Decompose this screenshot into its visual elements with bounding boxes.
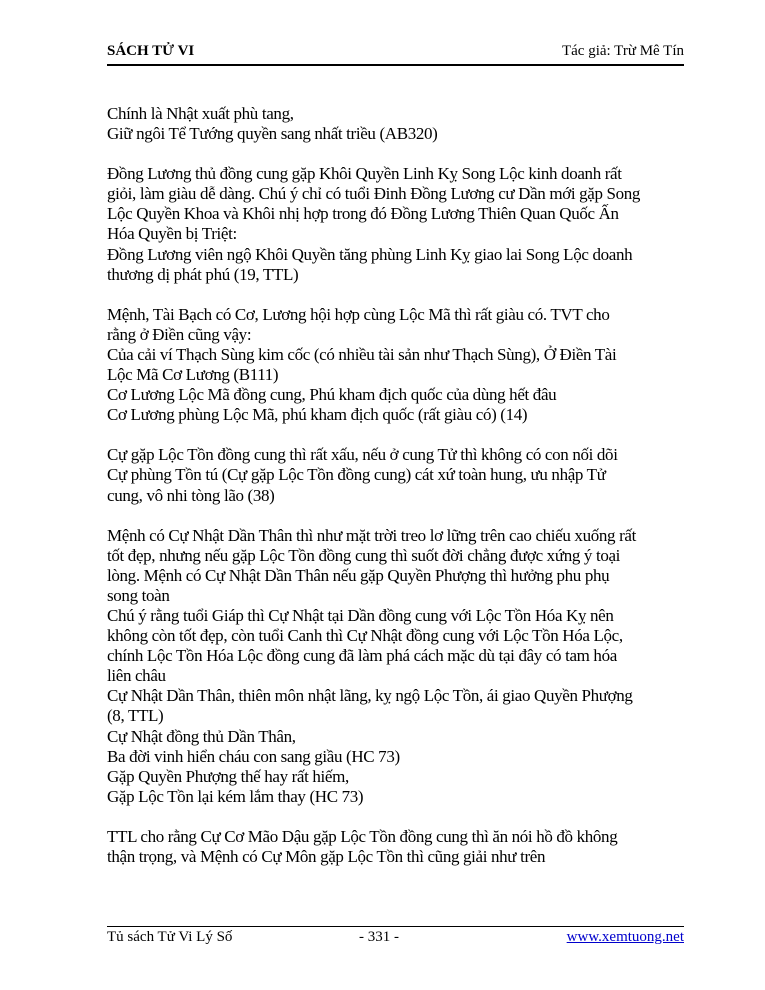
text-line: tốt đẹp, nhưng nếu gặp Lộc Tồn đồng cung thì suốt đời chẳng được xứng ý toại xyxy=(107,545,621,565)
author-credit: Tác giả: Trừ Mê Tín xyxy=(561,43,684,59)
text-line: lòng. Mệnh có Cự Nhật Dần Thân nếu gặp Quyền Phượng thì hưởng phu phụ xyxy=(107,565,610,585)
text-line: Đồng Lương thủ đồng cung gặp Khôi Quyền Linh Kỵ Song Lộc kinh doanh rất xyxy=(107,164,622,184)
text-line: Chính là Nhật xuất phù tang, xyxy=(107,104,294,123)
book-title: SÁCH TỬ VI xyxy=(107,43,195,59)
text-line: Cự Nhật đồng thủ Dần Thân, xyxy=(107,726,296,746)
text-line: giỏi, làm giàu dễ dàng. Chú ý chỉ có tuổi Đinh Đồng Lương cư Dần mới gặp Song xyxy=(107,184,641,204)
text-line: Gặp Lộc Tồn lại kém lắm thay (HC 73) xyxy=(107,786,364,806)
paragraph xyxy=(107,305,687,426)
page-body xyxy=(107,104,687,887)
website-link[interactable]: www.xemtuong.net xyxy=(566,929,684,945)
text-line: cung, vô nhi tòng lão (38) xyxy=(107,485,275,505)
text-line: Cự Nhật Dần Thân, thiên môn nhật lãng, kỵ ngộ Lộc Tồn, ái giao Quyền Phượng xyxy=(107,686,633,706)
footer-series: Tủ sách Tử Vi Lý Số xyxy=(107,929,233,945)
text-line: Hóa Quyền bị Triệt: xyxy=(107,224,237,244)
text-line: thương dị phát phú (19, TTL) xyxy=(107,264,299,284)
text-line: liên châu xyxy=(107,666,166,686)
paragraph xyxy=(107,164,687,285)
header-divider xyxy=(107,64,684,66)
text-line: Giữ ngôi Tể Tướng quyền sang nhất triều (AB320) xyxy=(107,124,438,144)
text-line: Đồng Lương viên ngộ Khôi Quyền tăng phùng Linh Kỵ giao lai Song Lộc doanh xyxy=(107,244,633,264)
text-line: rằng ở Điền cũng vậy: xyxy=(107,324,252,344)
page-footer xyxy=(107,929,684,949)
page-number: - 331 - xyxy=(359,929,399,945)
text-line: Lộc Mã Cơ Lương (B111) xyxy=(107,365,279,385)
text-line: chính Lộc Tồn Hóa Lộc đồng cung đã làm phá cách mặc dù tại đây có tam hóa xyxy=(107,646,617,666)
footer-divider xyxy=(107,926,684,927)
paragraph xyxy=(107,104,687,144)
text-line: thận trọng, và Mệnh có Cự Môn gặp Lộc Tồn thì cũng giải như trên xyxy=(107,847,546,866)
paragraph xyxy=(107,445,687,505)
page-header xyxy=(107,43,684,65)
text-line: Chú ý rằng tuổi Giáp thì Cự Nhật tại Dần đồng cung với Lộc Tồn Hóa Kỵ nên xyxy=(107,605,614,625)
text-line: song toàn xyxy=(107,585,170,605)
text-line: Của cải ví Thạch Sùng kim cốc (có nhiều tài sản như Thạch Sùng), Ở Điền Tài xyxy=(107,344,617,364)
text-line: Ba đời vinh hiển cháu con sang giầu (HC 73) xyxy=(107,746,400,766)
text-line: Lộc Quyền Khoa và Khôi nhị hợp trong đó Đồng Lương Thiên Quan Quốc Ấn xyxy=(107,204,619,224)
text-line: Mệnh, Tài Bạch có Cơ, Lương hội hợp cùng Lộc Mã thì rất giàu có. TVT cho xyxy=(107,304,610,324)
paragraph xyxy=(107,526,687,807)
text-line: Cơ Lương phùng Lộc Mã, phú kham địch quốc (rất giàu có) (14) xyxy=(107,405,528,425)
text-line: Cự gặp Lộc Tồn đồng cung thì rất xấu, nếu ở cung Tử thì không có con nối dõi xyxy=(107,445,618,465)
text-line: không còn tốt đẹp, còn tuổi Canh thì Cự Nhật đồng cung với Lộc Tồn Hóa Lộc, xyxy=(107,626,623,646)
text-line: (8, TTL) xyxy=(107,706,164,726)
text-line: Gặp Quyền Phượng thế hay rất hiếm, xyxy=(107,766,349,786)
text-line: Mệnh có Cự Nhật Dần Thân thì như mặt trời treo lơ lững trên cao chiếu xuống rất xyxy=(107,525,636,545)
text-line: TTL cho rằng Cự Cơ Mão Dậu gặp Lộc Tồn đồng cung thì ăn nói hồ đồ không xyxy=(107,826,618,846)
text-line: Cơ Lương Lộc Mã đồng cung, Phú kham địch quốc của dùng hết đâu xyxy=(107,385,557,405)
text-line: Cự phùng Tồn tú (Cự gặp Lộc Tồn đồng cung) cát xứ toàn hung, ưu nhập Tử xyxy=(107,465,606,485)
paragraph xyxy=(107,827,687,867)
